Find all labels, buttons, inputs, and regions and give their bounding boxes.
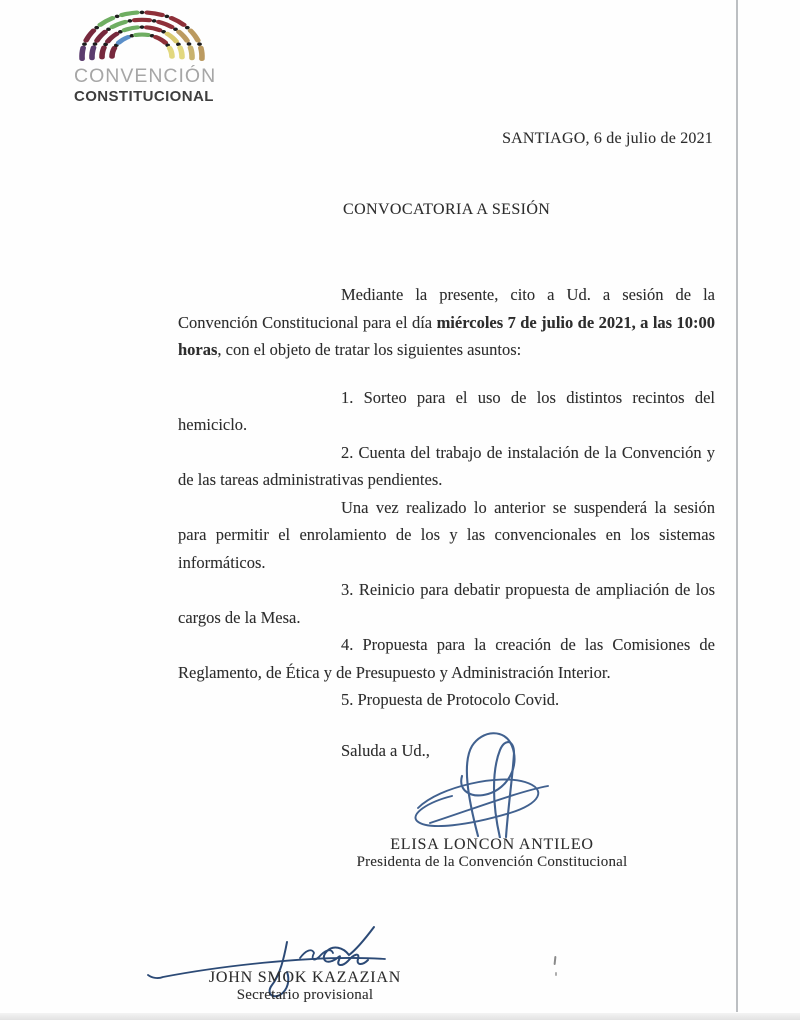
closing-salutation: Saluda a Ud., xyxy=(341,740,430,760)
agenda-item: 3. Reinicio para debatir propuesta de ampliación de los cargos de la Mesa. xyxy=(178,580,715,627)
ink-speck xyxy=(554,956,557,965)
intro-bold-date: miércoles 7 de julio de 2021, a las 10:00 horas xyxy=(178,312,715,359)
agenda-note: Una vez realizado lo anterior se suspenderá la sesión para permitir el enrolamiento de los y las convencionales en los sistemas informáticos. xyxy=(178,497,715,572)
ink-speck xyxy=(555,972,557,976)
org-name-line2: CONSTITUCIONAL xyxy=(74,88,214,105)
signer-role: Secretario provisional xyxy=(236,987,374,1003)
scan-edge-line xyxy=(736,0,738,1012)
agenda-item: 1. Sorteo para el uso de los distintos recintos del hemiciclo. xyxy=(178,387,715,434)
org-name-line1: CONVENCIÓN xyxy=(74,65,217,87)
agenda-item: 5. Propuesta de Protocolo Covid. xyxy=(341,690,560,709)
agenda-item: 2. Cuenta del trabajo de instalación de la Convención y de las tareas administrativas pendientes. xyxy=(178,442,715,489)
letter-body xyxy=(178,281,715,764)
intro-text-2: , con el objeto de tratar los siguientes asuntos: xyxy=(217,340,522,359)
intro-text-1: Mediante la presente, cito a Ud. a sesión de la Convención Constitucional para el día xyxy=(178,285,715,332)
intro-paragraph xyxy=(178,281,715,364)
signature-block-secretario xyxy=(180,969,430,1004)
signer-name: ELISA LONCON ANTILEO xyxy=(390,836,594,853)
signature-block-presidenta xyxy=(337,836,647,871)
scan-bottom-edge xyxy=(0,1013,800,1020)
letterhead xyxy=(74,8,294,105)
document-title: CONVOCATORIA A SESIÓN xyxy=(343,201,551,218)
agenda-item: 4. Propuesta para la creación de las Comisiones de Reglamento, de Ética y de Presupuesto y Administración Interior. xyxy=(178,635,715,682)
signer-role: Presidenta de la Convención Constitucional xyxy=(356,854,628,870)
dateline: SANTIAGO, 6 de julio de 2021 xyxy=(502,130,713,147)
signer-name: JOHN SMOK KAZAZIAN xyxy=(208,969,402,986)
hemicycle-logo-icon xyxy=(76,8,208,64)
